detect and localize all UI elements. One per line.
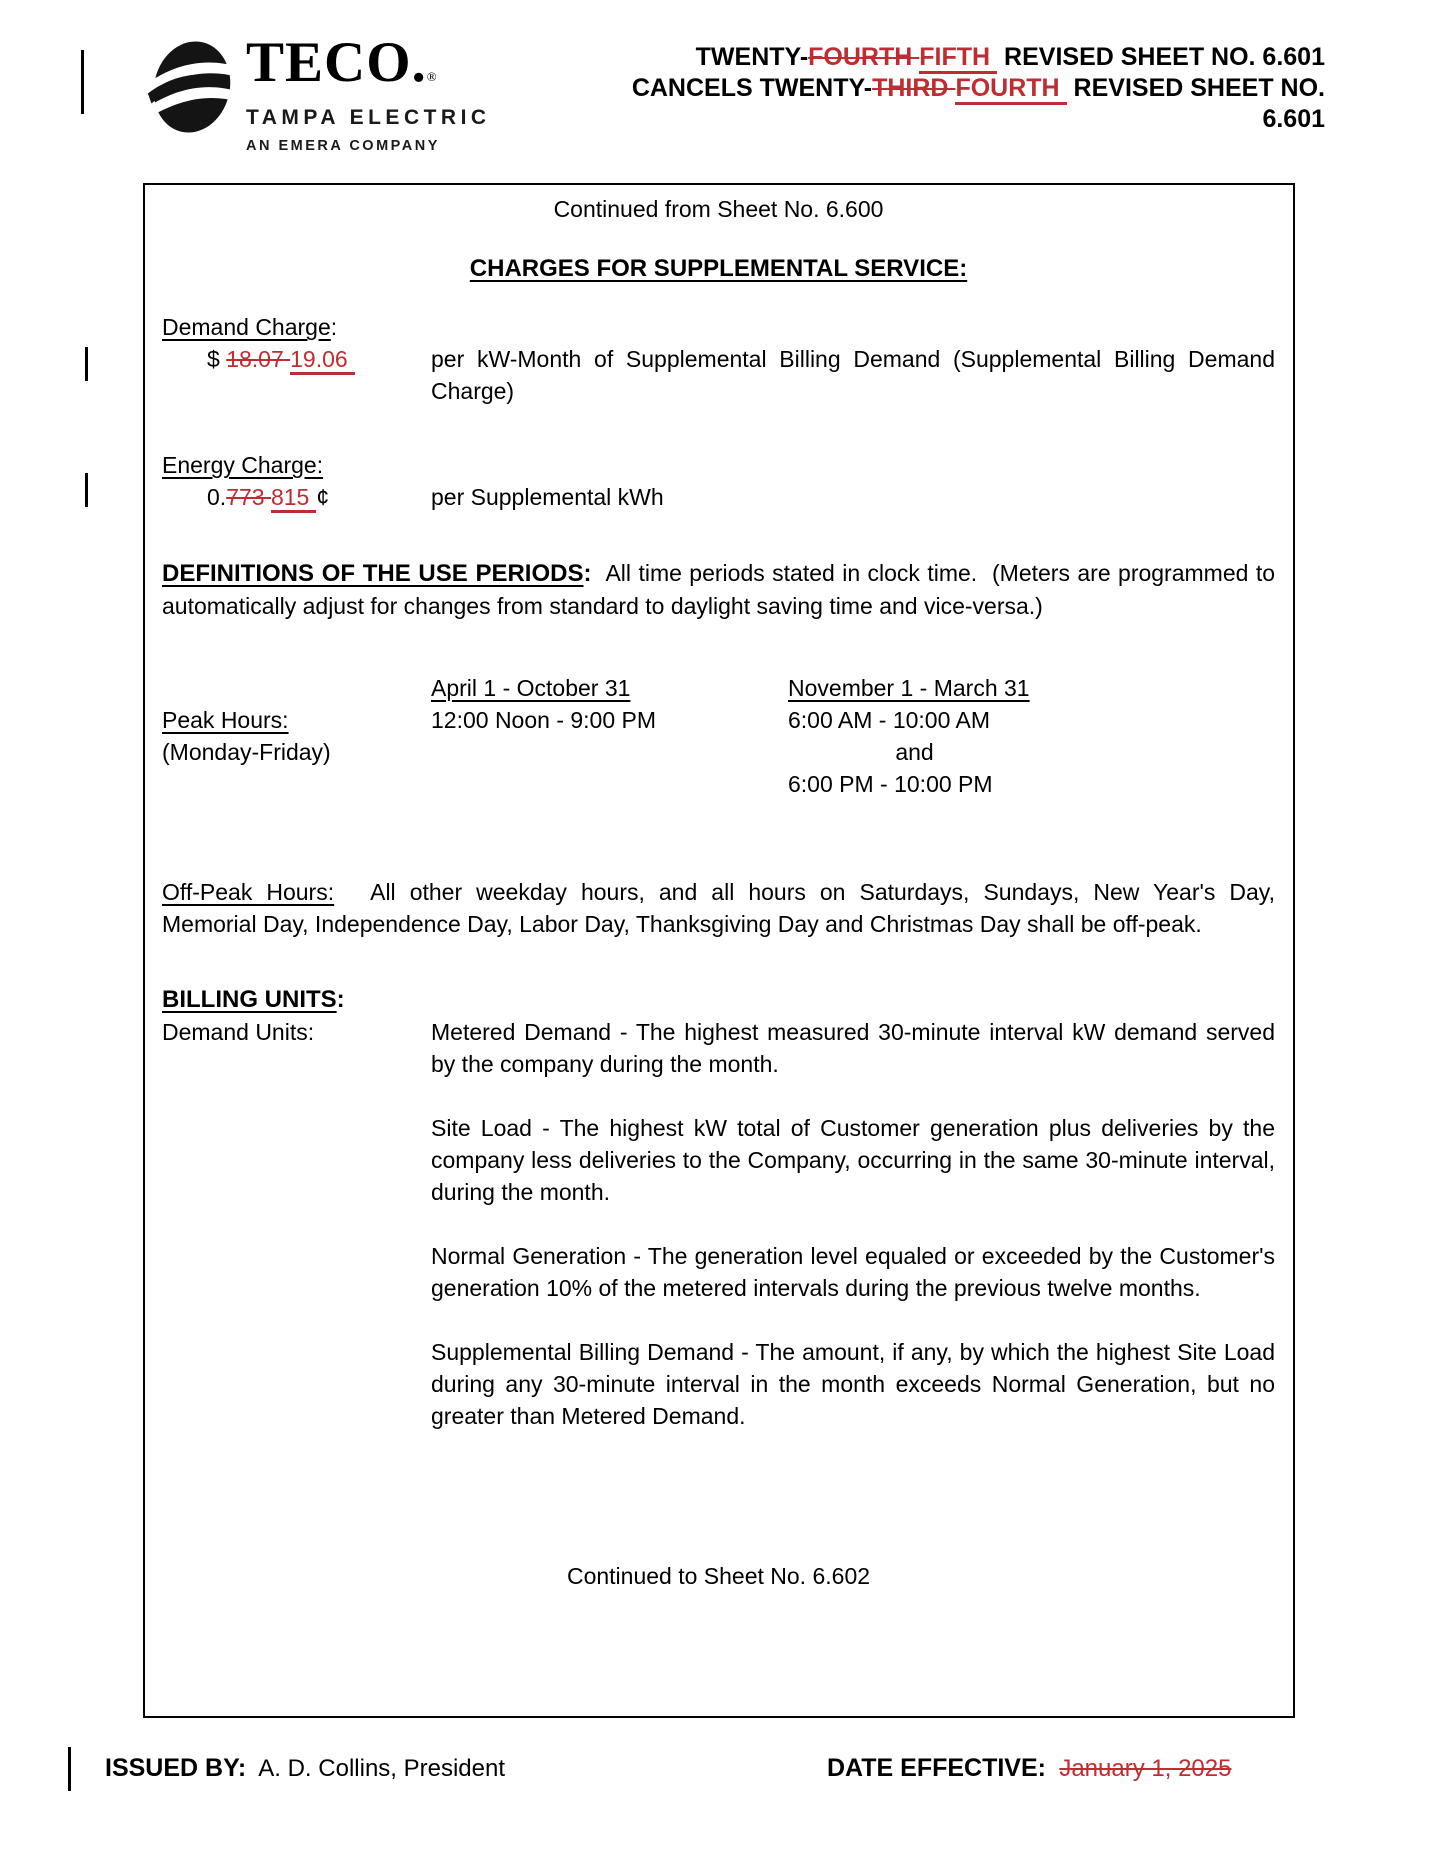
winter-period-column bbox=[788, 672, 1275, 800]
cent-sign: ¢ bbox=[316, 484, 330, 510]
removed-text: THIRD bbox=[872, 74, 949, 102]
sheet-footer bbox=[105, 1752, 1431, 1785]
demand-charge-label: Demand Charge: bbox=[162, 314, 338, 340]
demand-charge-row bbox=[162, 343, 1275, 407]
supplemental-billing-demand-definition: Supplemental Billing Demand - The amount, if any, by which the highest Site Load during any 30-minute interval in the month exceeds Normal Generation, but no greater than Metered Demand. bbox=[431, 1339, 1275, 1429]
peak-hours-table bbox=[162, 672, 1275, 800]
off-peak-paragraph bbox=[162, 876, 1275, 940]
peak-hours-sublabel: (Monday-Friday) bbox=[162, 739, 331, 765]
issued-by bbox=[105, 1755, 505, 1782]
revision-line-3: 6.601 bbox=[1262, 105, 1325, 133]
logo-brand: TECO.® bbox=[246, 31, 437, 94]
off-peak-label: Off-Peak Hours: bbox=[162, 879, 335, 905]
metered-demand-definition: Metered Demand - The highest measured 30-minute interval kW demand served by the company during the month. bbox=[431, 1019, 1275, 1077]
energy-charge-label: Energy Charge: bbox=[162, 452, 324, 478]
definitions-heading: DEFINITIONS OF THE USE PERIODS bbox=[162, 560, 584, 587]
company-logo bbox=[146, 31, 491, 155]
logo-subtitle: TAMPA ELECTRIC bbox=[246, 106, 491, 129]
winter-period-header: November 1 - March 31 bbox=[788, 675, 1030, 701]
winter-peak-time-morning: 6:00 AM - 10:00 AM bbox=[788, 707, 991, 733]
revision-line-1: TWENTY-FOURTH FIFTH REVISED SHEET NO. 6.601 bbox=[632, 42, 1325, 73]
off-peak-text: All other weekday hours, and all hours on Saturdays, Sundays, New Year's Day, Memorial Day, Independence Day, Labor Day, Thanksgiving Day and Christmas Day shall be off-peak. bbox=[162, 879, 1275, 937]
removed-text: FOURTH bbox=[808, 43, 913, 71]
added-text: FIFTH bbox=[919, 43, 997, 74]
revision-change-bar bbox=[85, 347, 88, 381]
logo-tagline: AN EMERA COMPANY bbox=[246, 138, 440, 154]
issued-by-value: A. D. Collins, President bbox=[258, 1755, 506, 1782]
billing-units-heading: BILLING UNITS: bbox=[162, 986, 345, 1013]
energy-charge-value: 0.773 815 ¢ bbox=[162, 481, 431, 513]
demand-charge-value: $ 18.07 19.06 bbox=[162, 343, 431, 407]
summer-period-header: April 1 - October 31 bbox=[431, 675, 631, 701]
removed-rate: 18.07 bbox=[226, 346, 284, 372]
conjunction: and bbox=[895, 739, 934, 765]
definitions-text: All time periods stated in clock time. (Meters are programmed to automatically adjust for changes from standard to daylight saving time and vice-versa.) bbox=[162, 560, 1276, 619]
energy-charge-row bbox=[162, 481, 1275, 513]
removed-rate: 773 bbox=[226, 484, 265, 510]
demand-units-definitions bbox=[431, 1016, 1275, 1464]
winter-peak-time-evening: 6:00 PM - 10:00 PM bbox=[788, 771, 993, 797]
continued-from-note: Continued from Sheet No. 6.600 bbox=[553, 196, 884, 222]
added-rate: 19.06 bbox=[290, 346, 355, 375]
date-effective-value-removed: January 1, 2025 bbox=[1059, 1755, 1232, 1782]
peak-hours-label: Peak Hours: bbox=[162, 707, 289, 733]
revision-line-2: CANCELS TWENTY-THIRD FOURTH REVISED SHEET NO. bbox=[632, 73, 1325, 104]
revision-change-bar bbox=[81, 50, 84, 114]
site-load-definition: Site Load - The highest kW total of Customer generation plus deliveries by the company less deliveries to the Company, occurring in the same 30-minute interval, during the month. bbox=[431, 1115, 1275, 1205]
definitions-paragraph: DEFINITIONS OF THE USE PERIODS: All time periods stated in clock time. (Meters are programmed to automatically adjust for changes from standard to daylight saving time and vice-versa.) bbox=[162, 560, 1276, 619]
billing-units-row bbox=[162, 1016, 1275, 1464]
summer-period-column bbox=[431, 672, 788, 800]
date-effective-label: DATE EFFECTIVE: bbox=[827, 1754, 1046, 1782]
demand-charge-description: per kW-Month of Supplemental Billing Demand (Supplemental Billing Demand Charge) bbox=[431, 346, 1275, 404]
issued-by-label: ISSUED BY: bbox=[105, 1754, 247, 1782]
peak-hours-label-column bbox=[162, 672, 431, 800]
normal-generation-definition: Normal Generation - The generation level equaled or exceeded by the Customer's generation 10% of the metered intervals during the previous twelve months. bbox=[431, 1243, 1275, 1301]
added-rate: 815 bbox=[271, 484, 316, 513]
demand-units-label: Demand Units: bbox=[162, 1019, 315, 1045]
revision-change-bar bbox=[68, 1747, 71, 1791]
summer-peak-time: 12:00 Noon - 9:00 PM bbox=[431, 707, 657, 733]
revision-change-bar bbox=[85, 473, 88, 507]
registered-mark: ® bbox=[426, 69, 437, 84]
sheet-body bbox=[143, 183, 1295, 1718]
energy-charge-description: per Supplemental kWh bbox=[431, 484, 664, 510]
continued-to-note: Continued to Sheet No. 6.602 bbox=[566, 1563, 871, 1589]
added-text: FOURTH bbox=[955, 74, 1066, 105]
section-title: CHARGES FOR SUPPLEMENTAL SERVICE: bbox=[469, 255, 968, 282]
sheet-revision-title bbox=[632, 42, 1325, 135]
logo-text bbox=[246, 31, 491, 155]
teco-logo-icon bbox=[146, 38, 238, 136]
date-effective bbox=[827, 1752, 1231, 1785]
